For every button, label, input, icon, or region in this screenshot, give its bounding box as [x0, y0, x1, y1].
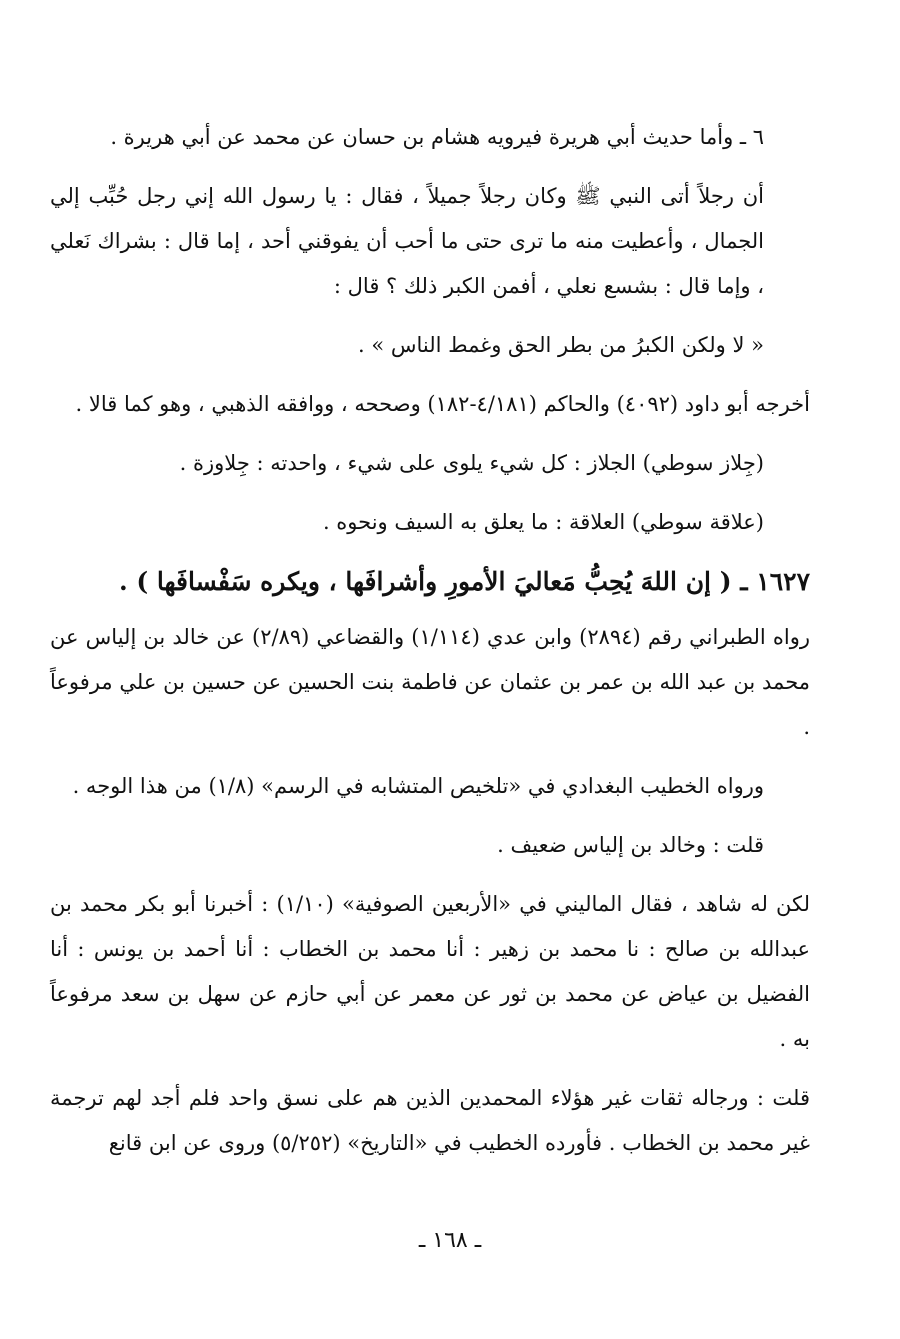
paragraph-gloss-jilaz: (جِلاز سوطي) الجلاز : كل شيء يلوى على شيء ، واحدته : جِلاوزة .: [179, 451, 764, 475]
paragraph-hadith-text: أن رجلاً أتى النبي ﷺ وكان رجلاً جميلاً ، فقال : يا رسول الله إني رجل حُبِّب إلي الجمال ، وأعطيت منه ما ترى حتى ما أحب أن يفوقني أحد ، إما قال : بشراك نَعلي ، وإما قال : بشسع نعلي ، أفمن الكبر ذلك ؟ قال :: [50, 184, 764, 298]
paragraph-abu-hurayra-intro: ٦ ـ وأما حديث أبي هريرة فيرويه هشام بن حسان عن محمد عن أبي هريرة .: [110, 125, 764, 149]
paragraph-khalid-weak: قلت : وخالد بن إلياس ضعيف .: [497, 833, 764, 857]
hadith-heading-1627: ١٦٢٧ ـ ( إن اللهَ يُحِبُّ مَعاليَ الأمورِ وأشرافَها ، ويكره سَفْسافَها ) .: [118, 567, 810, 596]
paragraph-narrators-note: قلت : ورجاله ثقات غير هؤلاء المحمدين الذين هم على نسق واحد فلم أجد لهم ترجمة غير محمد بن الخطاب . فأورده الخطيب في «التاريخ» (٥/٢٥٢) وروى عن ابن قانع: [50, 1086, 810, 1155]
paragraph-tabarani-takhrij: رواه الطبراني رقم (٢٨٩٤) وابن عدي (١/١١٤) والقضاعي (٢/٨٩) عن خالد بن إلياس عن محمد بن عبد الله بن عمر بن عثمان عن فاطمة بنت الحسين عن حسين بن علي مرفوعاً .: [50, 625, 810, 739]
paragraph-takhrij: أخرجه أبو داود (٤٠٩٢) والحاكم (٤/١٨١-١٨٢) وصححه ، ووافقه الذهبي ، وهو كما قالا .: [75, 392, 810, 416]
page-number: ـ ١٦٨ ـ: [418, 1228, 482, 1253]
page-body: [50, 115, 810, 1180]
paragraph-witness-malini: لكن له شاهد ، فقال الماليني في «الأربعين الصوفية» (١/١٠) : أخبرنا أبو بكر محمد بن عبدالله بن صالح : نا محمد بن زهير : أنا محمد بن الخطاب : أنا أحمد بن يونس : أنا الفضيل بن عياض عن محمد بن ثور عن معمر عن أبي حازم عن سهل بن سعد مرفوعاً به .: [50, 892, 810, 1051]
paragraph-khatib: ورواه الخطيب البغدادي في «تلخيص المتشابه في الرسم» (١/٨) من هذا الوجه .: [72, 774, 764, 798]
paragraph-prophet-answer: « لا ولكن الكبرُ من بطر الحق وغمط الناس » .: [358, 333, 764, 357]
paragraph-gloss-ilaqa: (علاقة سوطي) العلاقة : ما يعلق به السيف ونحوه .: [322, 510, 764, 534]
